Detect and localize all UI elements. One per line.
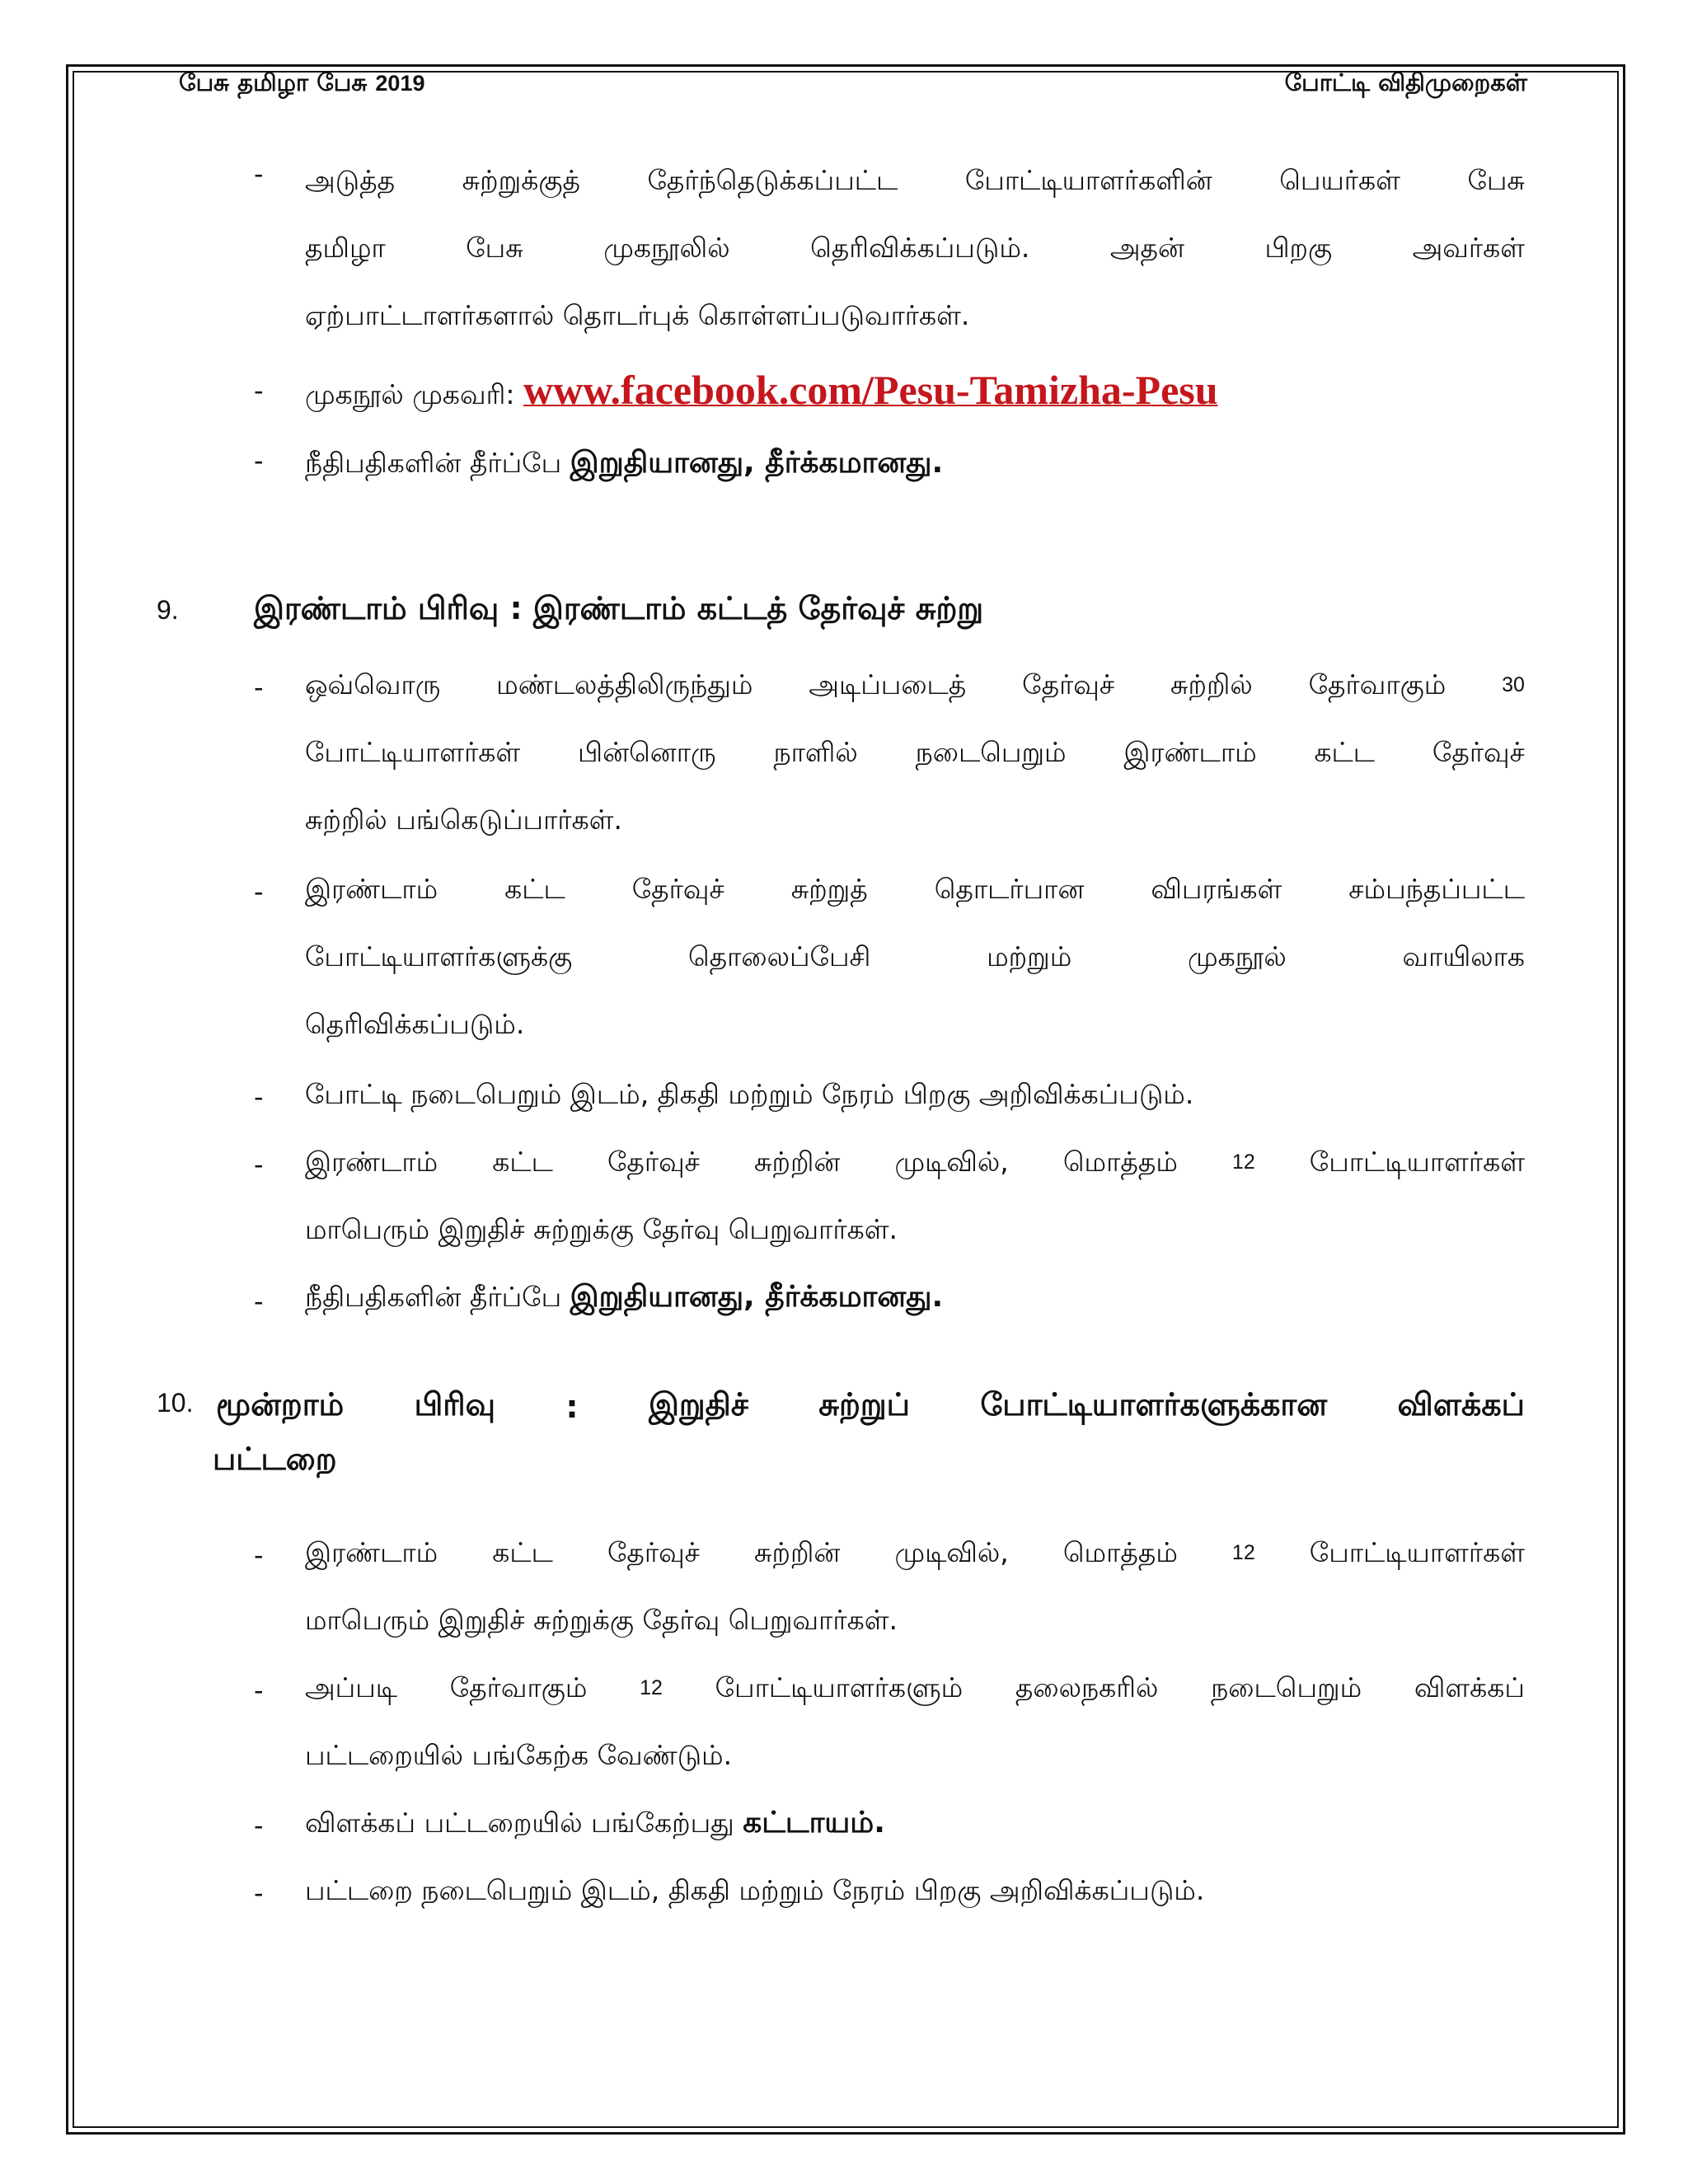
word: இரண்டாம் — [305, 873, 438, 905]
s10-b4-text: பட்டறை நடைபெறும் இடம், திகதி மற்றும் நேரம் பிறகு அறிவிக்கப்படும். — [305, 1874, 1205, 1906]
word: 30 — [1502, 673, 1525, 696]
word: போட்டியாளர்களுக்கான — [980, 1386, 1328, 1422]
word: கட்ட — [492, 1536, 553, 1568]
word: சுற்றின் — [754, 1146, 841, 1178]
bullet-mark: - — [254, 876, 264, 907]
word: அடுத்த — [305, 164, 396, 196]
bullet-mark: - — [254, 1149, 264, 1180]
s9-bullet-5 — [305, 1263, 1525, 1331]
word: போட்டியாளர்கள் — [305, 736, 521, 768]
word: போட்டியாளர்களுக்கு — [305, 940, 573, 972]
word: நாளில் — [773, 736, 858, 768]
s10-b1-line2: மாபெரும் இறுதிச் சுற்றுக்கு தேர்வு பெறுவார்கள். — [305, 1604, 898, 1636]
bullet-mark: - — [254, 1810, 264, 1841]
word: விபரங்கள் — [1151, 873, 1282, 905]
s10-bullet-4 — [305, 1857, 1525, 1924]
intro-b1-line2 — [305, 214, 1525, 282]
word: முடிவில், — [894, 1536, 1009, 1568]
word: நடைபெறும் — [1211, 1671, 1362, 1704]
word: தொடர்பான — [934, 873, 1085, 905]
section-9-number: 9. — [157, 595, 179, 625]
word: பேசு — [1467, 164, 1525, 196]
bullet-mark: - — [254, 1675, 264, 1706]
word: முகநூலில் — [603, 232, 730, 264]
s9-b4-line2: மாபெரும் இறுதிச் சுற்றுக்கு தேர்வு பெறுவார்கள். — [305, 1213, 898, 1245]
s9-b2-line3: தெரிவிக்கப்படும். — [305, 1008, 525, 1040]
bullet-mark: - — [254, 1081, 264, 1113]
intro-bullet-3 — [305, 429, 1525, 497]
word: பின்னொரு — [578, 736, 716, 768]
s10-title-line2: பட்டறை — [213, 1441, 337, 1477]
word: பேசு — [466, 232, 523, 264]
word: நடைபெறும் — [915, 736, 1067, 768]
s9-verdict-prefix: நீதிபதிகளின் தீர்ப்பே — [305, 1281, 562, 1313]
word: 12 — [1231, 1541, 1255, 1564]
bullet-mark: - — [254, 1540, 264, 1571]
word: சுற்றில் — [1170, 668, 1253, 701]
word: கட்ட — [504, 873, 565, 905]
s10-b2-line2: பட்டறையில் பங்கேற்க வேண்டும். — [305, 1739, 733, 1771]
section-10-title — [213, 1373, 1525, 1508]
word: சுற்றின் — [754, 1536, 841, 1568]
header-title-text: பேசு தமிழா பேசு — [179, 68, 368, 96]
section-9-title: இரண்டாம் பிரிவு : இரண்டாம் கட்டத் தேர்வுச் சுற்று — [254, 590, 984, 626]
header-title — [179, 64, 424, 101]
word: இரண்டாம் — [305, 1536, 438, 1568]
bullet-mark: - — [254, 375, 264, 406]
word: : — [565, 1389, 579, 1425]
header-year: 2019 — [375, 71, 425, 96]
s10-mandatory-prefix: விளக்கப் பட்டறையில் பங்கேற்பது — [305, 1807, 734, 1839]
word: தலைநகரில் — [1015, 1671, 1159, 1704]
word: ஒவ்வொரு — [305, 668, 441, 701]
word: போட்டியாளர்களும் — [715, 1671, 964, 1704]
verdict-prefix: நீதிபதிகளின் தீர்ப்பே — [305, 447, 562, 479]
section-10-number: 10. — [157, 1388, 194, 1418]
word: தேர்வாகும் — [449, 1671, 588, 1704]
word: 12 — [1231, 1151, 1255, 1174]
verdict-bold: இறுதியானது, தீர்க்கமானது. — [570, 446, 944, 480]
s9-verdict-bold: இறுதியானது, தீர்க்கமானது. — [570, 1280, 944, 1314]
s9-b1-line3: சுற்றில் பங்கெடுப்பார்கள். — [305, 804, 622, 836]
word: தேர்வுச் — [607, 1536, 700, 1568]
s9-bullet-2 — [305, 855, 1525, 1058]
word: தேர்வுச் — [631, 873, 724, 905]
s10-bullet-2 — [305, 1654, 1525, 1789]
s10-title-line1 — [216, 1373, 1525, 1441]
word: விளக்கப் — [1414, 1671, 1525, 1704]
facebook-link[interactable]: www.facebook.com/Pesu-Tamizha-Pesu — [523, 367, 1218, 413]
bullet-mark: - — [254, 445, 264, 476]
word: போட்டியாளர்களின் — [964, 164, 1212, 196]
word: போட்டியாளர்கள் — [1309, 1146, 1525, 1178]
word: சுற்றுத் — [790, 873, 868, 905]
word: சம்பந்தப்பட்ட — [1348, 873, 1525, 905]
intro-bullet-2 — [305, 356, 1525, 429]
word: பிரிவு — [414, 1386, 495, 1422]
word: அப்படி — [305, 1671, 398, 1704]
s9-b3-text: போட்டி நடைபெறும் இடம், திகதி மற்றும் நேரம் பிறகு அறிவிக்கப்படும். — [305, 1078, 1194, 1110]
word: கட்ட — [492, 1146, 553, 1178]
facebook-label: முகநூல் முகவரி: — [305, 378, 515, 410]
word: அவர்கள் — [1412, 232, 1525, 264]
s10-bullet-1 — [305, 1519, 1525, 1654]
s9-b1-line1 — [305, 651, 1525, 719]
intro-b1-line3: ஏற்பாட்டாளர்களால் தொடர்புக் கொள்ளப்படுவார்கள். — [305, 299, 970, 331]
word: சுற்றுப் — [818, 1386, 910, 1422]
s10-b2-line1 — [305, 1654, 1525, 1722]
word: பெயர்கள் — [1279, 164, 1400, 196]
s9-bullet-3 — [305, 1061, 1525, 1128]
word: முகநூல் — [1188, 940, 1287, 972]
word: இரண்டாம் — [1123, 736, 1257, 768]
s10-bullet-3 — [305, 1789, 1525, 1857]
word: இறுதிச் — [648, 1386, 748, 1422]
word: மொத்தம் — [1062, 1146, 1178, 1178]
word: வாயிலாக — [1402, 940, 1525, 972]
bullet-mark: - — [254, 672, 264, 703]
s9-b4-line1 — [305, 1128, 1525, 1196]
bullet-mark: - — [254, 1877, 264, 1909]
s9-b2-line1 — [305, 855, 1525, 923]
intro-bullet-1 — [305, 147, 1525, 349]
word: கட்ட — [1314, 736, 1376, 768]
header-right-title: போட்டி விதிமுறைகள் — [1284, 68, 1527, 96]
s9-bullet-4 — [305, 1128, 1525, 1263]
word: 12 — [640, 1676, 663, 1699]
word: தேர்ந்தெடுக்கப்பட்ட — [647, 164, 898, 196]
s9-bullet-1 — [305, 651, 1525, 854]
word: தேர்வாகும் — [1308, 668, 1447, 701]
s10-mandatory-bold: கட்டாயம். — [743, 1806, 885, 1840]
word: அடிப்படைத் — [809, 668, 967, 701]
word: முடிவில், — [894, 1146, 1009, 1178]
intro-b1-line1 — [305, 147, 1525, 214]
word: தேர்வுச் — [607, 1146, 700, 1178]
word: தேர்வுச் — [1022, 668, 1115, 701]
word: பிறகு — [1264, 232, 1333, 264]
word: தேர்வுச் — [1432, 736, 1525, 768]
bullet-mark: - — [254, 1286, 264, 1317]
word: போட்டியாளர்கள் — [1309, 1536, 1525, 1568]
word: தொலைப்பேசி — [687, 940, 871, 972]
word: தமிழா — [305, 232, 386, 264]
word: தெரிவிக்கப்படும். — [810, 232, 1030, 264]
word: அதன் — [1109, 232, 1184, 264]
word: மண்டலத்திலிருந்தும் — [496, 668, 753, 701]
word: சுற்றுக்குத் — [462, 164, 580, 196]
word: இரண்டாம் — [305, 1146, 438, 1178]
bullet-mark: - — [254, 158, 264, 190]
word: மற்றும் — [987, 940, 1072, 972]
s9-b2-line2 — [305, 923, 1525, 991]
word: மொத்தம் — [1062, 1536, 1178, 1568]
word: மூன்றாம் — [216, 1386, 345, 1422]
s10-b1-line1 — [305, 1519, 1525, 1586]
word: விளக்கப் — [1397, 1386, 1525, 1422]
s9-b1-line2 — [305, 719, 1525, 786]
